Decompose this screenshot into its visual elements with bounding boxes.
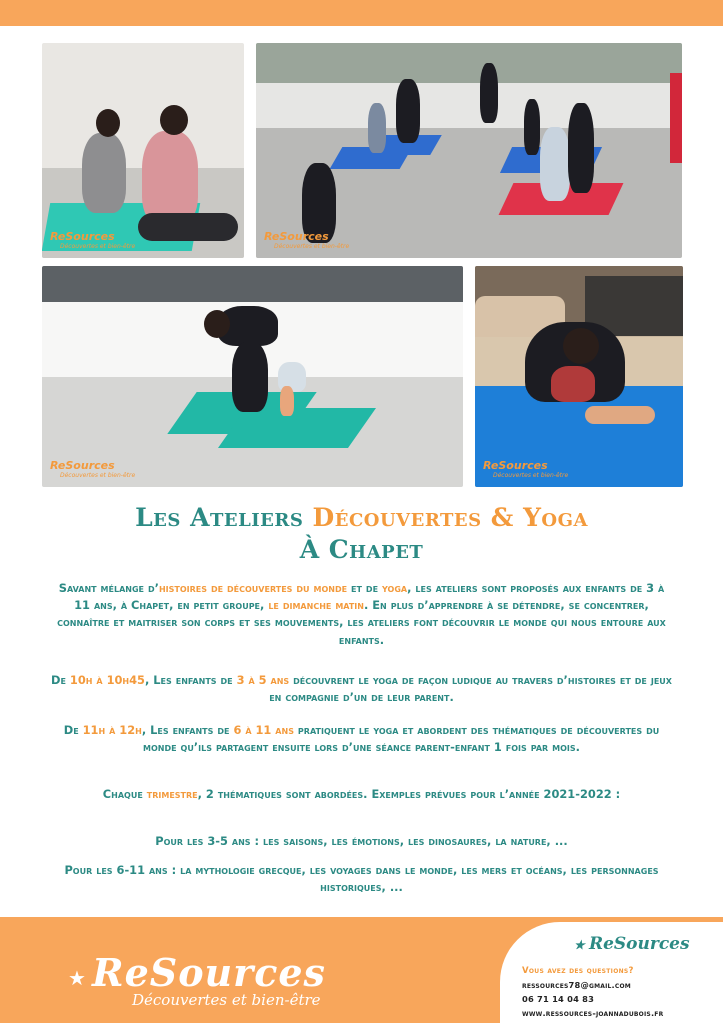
contact-website[interactable]: www.ressources-joannadubois.fr	[522, 1008, 664, 1018]
themes-paragraph: Chaque trimestre, 2 thématiques sont abordées. Exemples prévues pour l’année 2021-2022 :	[102, 787, 621, 801]
photo-watermark: ReSources Découvertes et bien-être	[50, 459, 136, 479]
photo-watermark: ReSources Découvertes et bien-être	[483, 459, 569, 479]
photo-massage	[42, 43, 244, 258]
photo-warrior-pose	[42, 266, 463, 487]
photo-watermark: ReSources Découvertes et bien-être	[50, 230, 136, 250]
session-6-11-paragraph: De 11h à 12h, Les enfants de 6 à 11 ans pratiquent le yoga et abordent des thématiques de découvertes du monde qu’ils partagent ensuite lors d’une séance parent-enfant 1 fois par mois.	[63, 723, 660, 755]
intro-paragraph: Savant mélange d’histoires de découvertes du monde et de yoga, les ateliers sont proposés aux enfants de 3 à 11 ans, à Chapet, en petit groupe, le dimanche matin. En plus d’apprendre à se détendre, se concentrer, connaître et maitriser son corps et ses mouvements, les ateliers font découvrir le monde qui nous entoure aux enfants.	[57, 581, 666, 647]
star-icon: ★	[68, 966, 86, 990]
contact-question: Vous avez des questions?	[522, 966, 634, 976]
themes-6-11: Pour les 6-11 ans : la mythologie grecque, les voyages dans le monde, les mers et océans, les personnages historiques, ...	[64, 863, 659, 895]
page-subtitle: À Chapet	[299, 535, 424, 564]
footer-logo: ★ ReSources Découvertes et bien-être	[68, 950, 326, 1009]
photo-watermark: ReSources Découvertes et bien-être	[264, 230, 350, 250]
contact-logo: ★ ReSources	[574, 934, 690, 954]
photo-group-yoga	[256, 43, 682, 258]
session-3-5-paragraph: De 10h à 10h45, Les enfants de 3 à 5 ans découvrent le yoga de façon ludique au travers d’histoires et de jeux en compagnie d’un de leur parent.	[51, 673, 672, 705]
contact-email[interactable]: ressources78@gmail.com	[522, 980, 631, 990]
contact-phone[interactable]: 06 71 14 04 83	[522, 994, 595, 1004]
themes-3-5: Pour les 3-5 ans : les saisons, les émotions, les dinosaures, la nature, ...	[155, 834, 568, 848]
page-title: Les Ateliers Découvertes & Yoga	[135, 503, 588, 532]
top-band	[0, 0, 723, 26]
photo-forward-fold	[475, 266, 683, 487]
